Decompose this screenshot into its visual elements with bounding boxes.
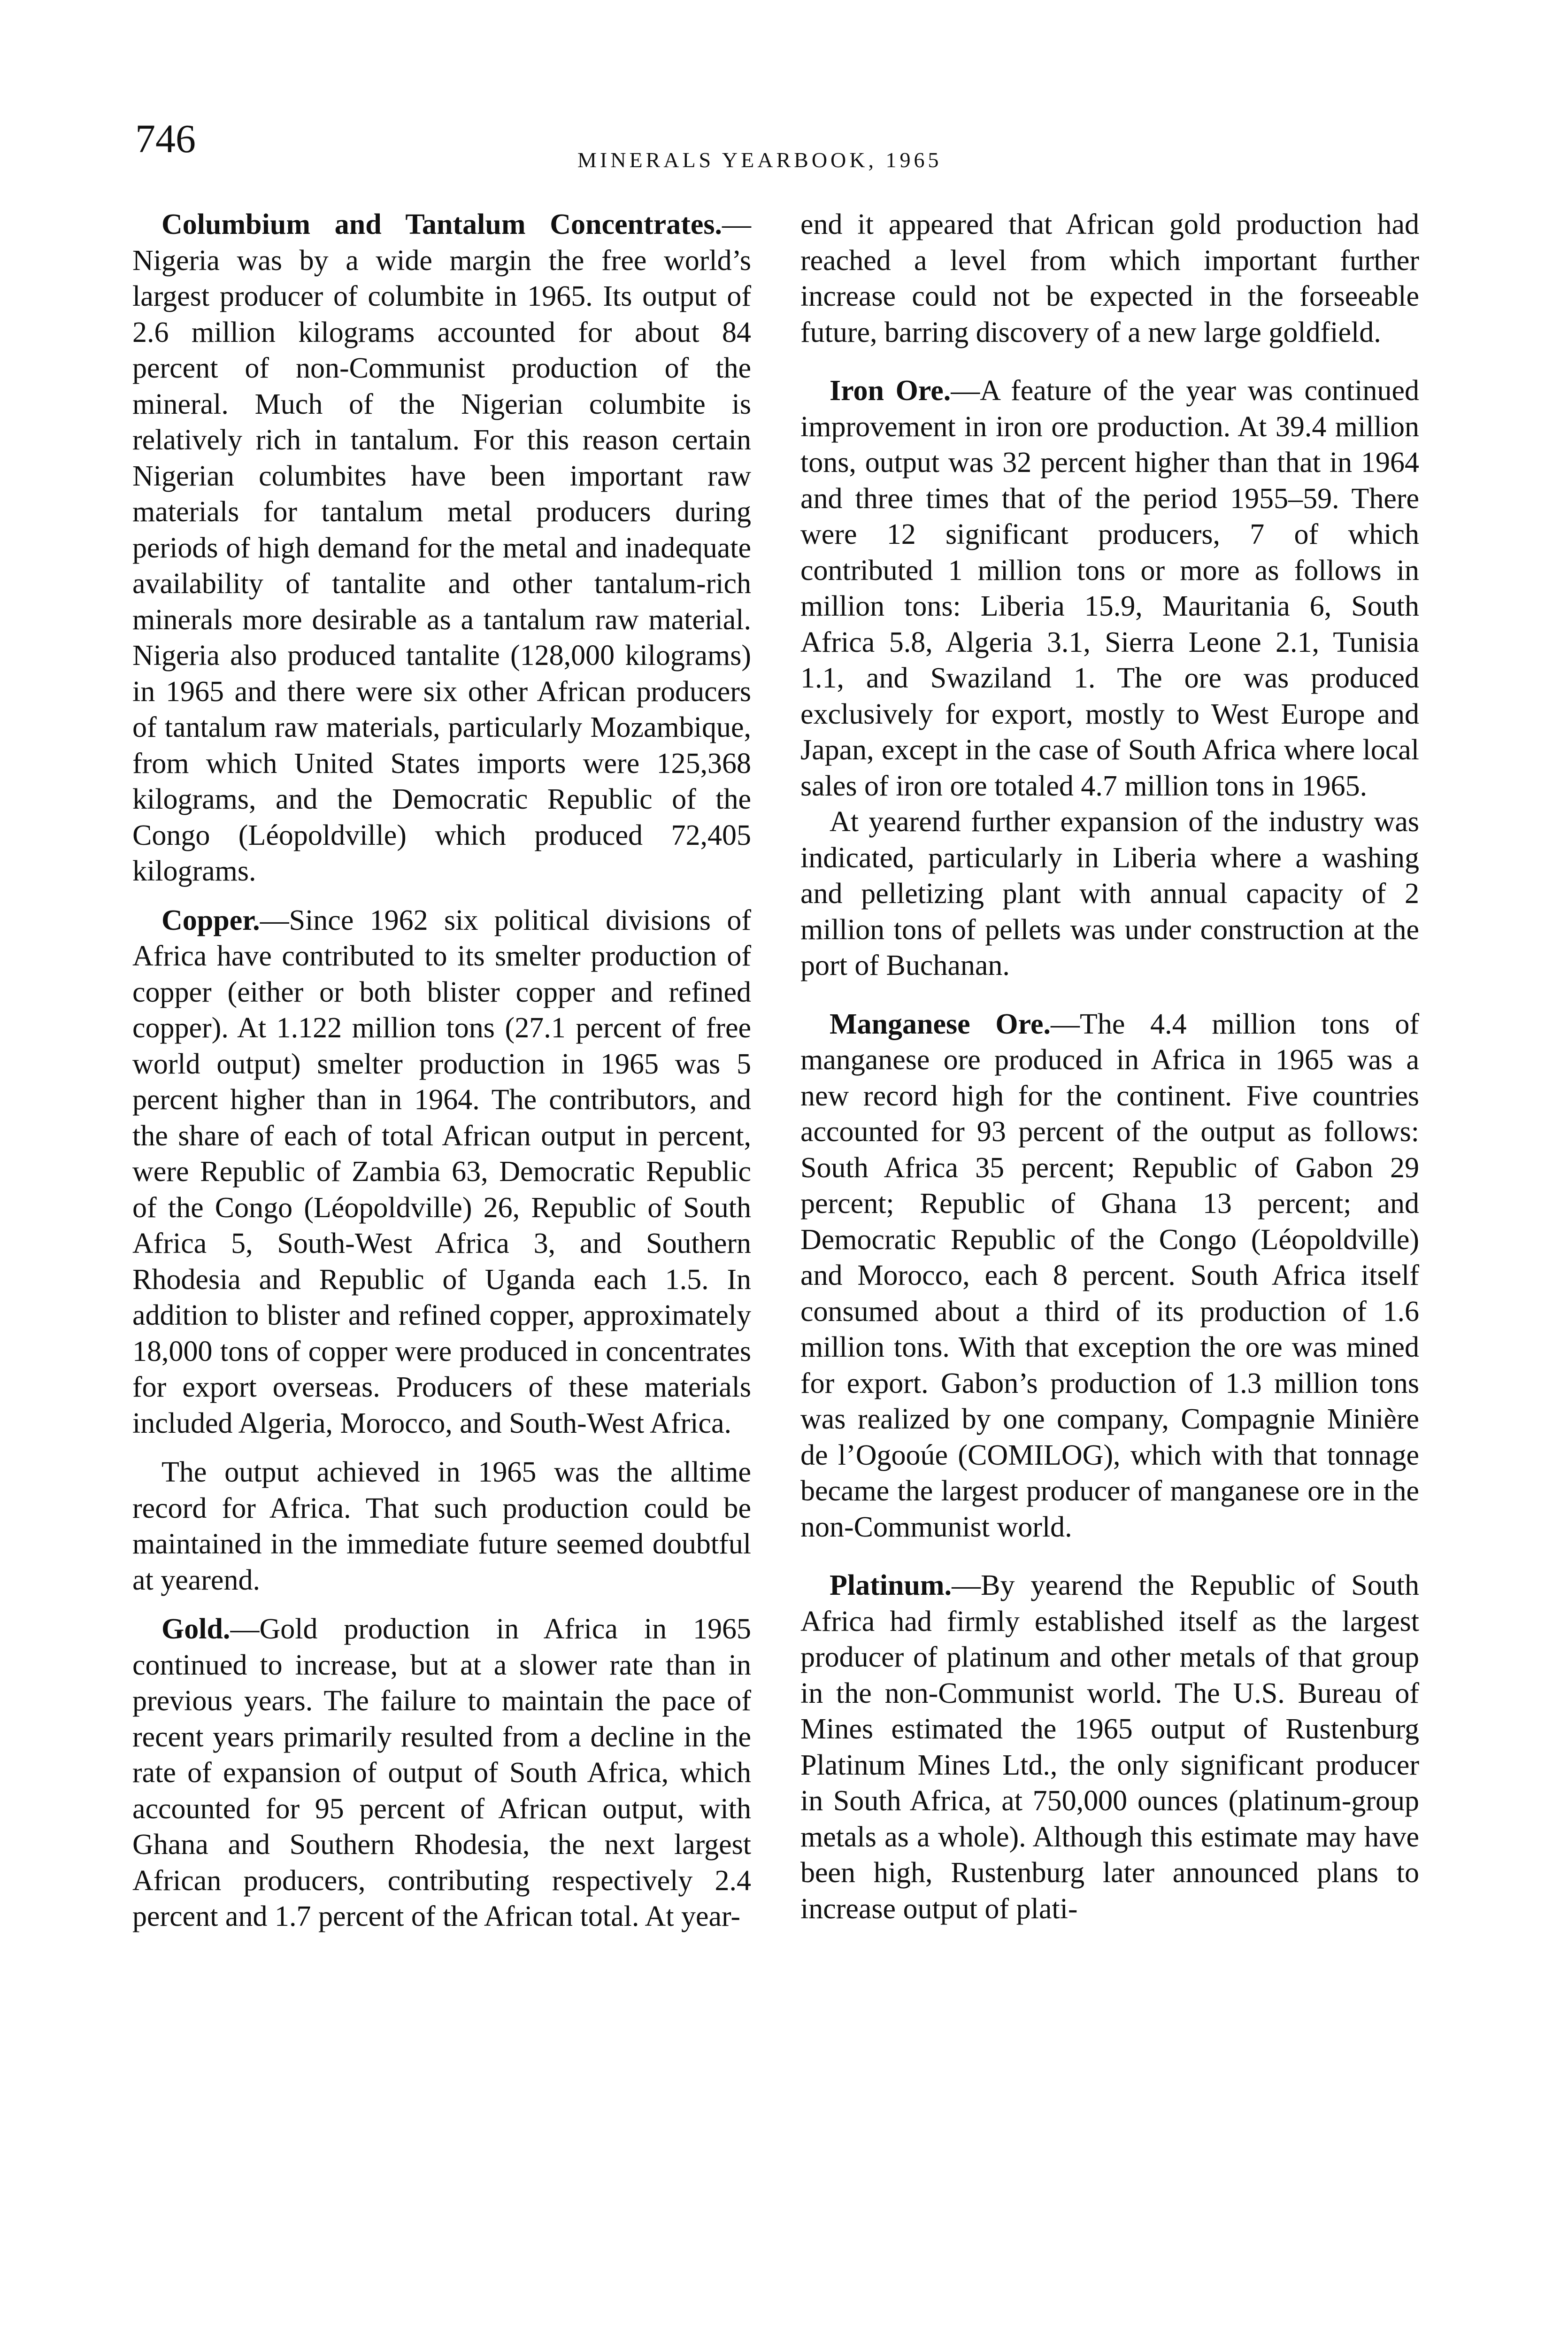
gold-paragraph bbox=[132, 1611, 751, 1935]
page-number: 746 bbox=[135, 116, 196, 161]
iron-ore-paragraph-2: At yearend further expansion of the industry was indicated, particularly in Liberia where a washing and pelletizing plant with annual capacity of 2 million tons of pellets was under construction at the port of Buchanan. bbox=[800, 806, 1419, 981]
platinum-text: —By yearend the Republic of South Africa had firmly established itself as the largest producer of platinum and other metals of that group in the non-Communist world. The U.S. Bureau of Mines estimated the 1965 output of Rustenburg Platinum Mines Ltd., the only significant producer in South Africa, at 750,000 ounces (platinum-group metals as a whole). Although this estimate may have been high, Rustenburg later announced plans to increase output of plati- bbox=[800, 1569, 1419, 1925]
gold-text: —Gold production in Africa in 1965 continued to increase, but at a slower rate than in previous years. The failure to maintain the pace of recent years primarily resulted from a decline in the rate of expansion of output of South Africa, which accounted for 95 percent of African output, with Ghana and Southern Rhodesia, the next largest African producers, contributing respectively 2.4 percent and 1.7 percent of the African total. At year- bbox=[132, 1613, 751, 1932]
iron-ore-heading: Iron Ore. bbox=[830, 375, 951, 407]
manganese-heading: Manganese Ore. bbox=[830, 1008, 1051, 1040]
running-title: MINERALS YEARBOOK, 1965 bbox=[577, 148, 942, 172]
gold-continuation-paragraph: end it appeared that African gold production had reached a level from which important further increase could not be expected in the forseeable future, barring discovery of a new large goldfield. bbox=[800, 209, 1419, 348]
columbium-heading: Columbium and Tantalum Concentrates. bbox=[161, 209, 722, 240]
iron-ore-paragraph bbox=[800, 373, 1419, 804]
copper-paragraph bbox=[132, 903, 751, 1442]
manganese-paragraph bbox=[800, 1006, 1419, 1545]
copper-heading: Copper. bbox=[161, 904, 260, 936]
copper-paragraph-2: The output achieved in 1965 was the alltime record for Africa. That such production could be maintained in the immediate future seemed doubtful at yearend. bbox=[132, 1456, 751, 1596]
gold-heading: Gold. bbox=[161, 1613, 231, 1645]
platinum-heading: Platinum. bbox=[830, 1569, 952, 1601]
columbium-text: —Nigeria was by a wide margin the free world’s largest producer of columbite in 1965. Its output of 2.6 million kilograms accounted for about 84 percent of non-Communist production of the mineral. Much of the Nigerian columbite is relatively rich in tantalum. For this reason certain Nigerian columbites have been important raw materials for tantalum metal producers during periods of high demand for the metal and inadequate availability of tantalite and other tantalum-rich minerals more desirable as a tantalum raw material. Nigeria also produced tantalite (128,000 kilograms) in 1965 and there were six other African producers of tantalum raw materials, particularly Mozambique, from which United States imports were 125,368 kilograms, and the Democratic Republic of the Congo (Léopoldville) which produced 72,405 kilograms. bbox=[132, 209, 751, 887]
right-column bbox=[800, 207, 1419, 1927]
manganese-text: —The 4.4 million tons of manganese ore produced in Africa in 1965 was a new record high for the continent. Five countries accounted for 93 percent of the output as follows: South Africa 35 percent; Republic of Gabon 29 percent; Republic of Ghana 13 percent; and Democratic Republic of the Congo (Léopoldville) and Morocco, each 8 percent. South Africa itself consumed about a third of its production of 1.6 million tons. With that exception the ore was mined for export. Gabon’s production of 1.3 million tons was realized by one company, Compagnie Minière de l’Ogooúe (COMILOG), which with that tonnage became the largest producer of manganese ore in the non-Communist world. bbox=[800, 1008, 1419, 1543]
copper-text: —Since 1962 six political divisions of Africa have contributed to its smelter production of copper (either or both blister copper and refined copper). At 1.122 million tons (27.1 percent of free world output) smelter production in 1965 was 5 percent higher than in 1964. The contributors, and the share of each of total African output in percent, were Republic of Zambia 63, Democratic Republic of the Congo (Léopoldville) 26, Republic of South Africa 5, South-West Africa 3, and Southern Rhodesia and Republic of Uganda each 1.5. In addition to blister and refined copper, approximately 18,000 tons of copper were produced in concentrates for export overseas. Producers of these materials included Algeria, Morocco, and South-West Africa. bbox=[132, 904, 751, 1439]
left-column bbox=[132, 207, 751, 1935]
columbium-paragraph bbox=[132, 207, 751, 889]
iron-ore-text: —A feature of the year was continued improvement in iron ore production. At 39.4 million tons, output was 32 percent higher than that in 1964 and three times that of the period 1955–59. There were 12 significant producers, 7 of which contributed 1 million tons or more as follows in million tons: Liberia 15.9, Mauritania 6, South Africa 5.8, Algeria 3.1, Sierra Leone 2.1, Tunisia 1.1, and Swaziland 1. The ore was produced exclusively for export, mostly to West Europe and Japan, except in the case of South Africa where local sales of iron ore totaled 4.7 million tons in 1965. bbox=[800, 375, 1419, 802]
platinum-paragraph bbox=[800, 1568, 1419, 1927]
